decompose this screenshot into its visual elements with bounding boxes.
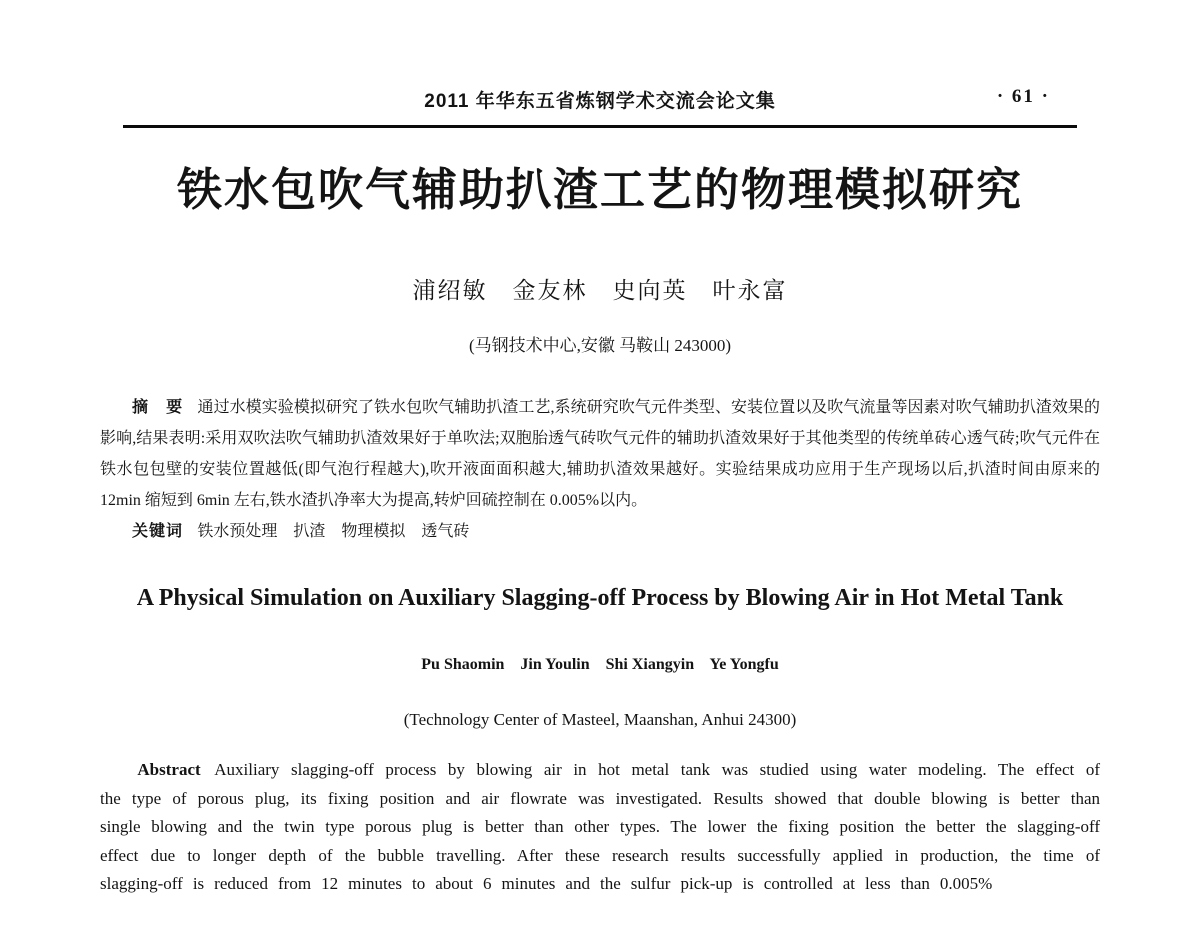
header-rule <box>123 125 1077 128</box>
abstract-label-cn: 摘 要 <box>132 399 184 417</box>
proceedings-title: 2011 年华东五省炼钢学术交流会论文集 <box>424 91 776 112</box>
page-number: · 61 · <box>996 86 1050 107</box>
abstract-label-en: Abstract <box>137 760 201 780</box>
abstract-text-cn: 通过水模实验模拟研究了铁水包吹气辅助扒渣工艺,系统研究吹气元件类型、安装位置以及吹气流量等因素对吹气辅助扒渣效果的影响,结果表明:采用双吹法吹气辅助扒渣效果好于单吹法;双胞胎透气砖吹气元件的辅助扒渣效果好于其他类型的传统单砖心透气砖;吹气元件在铁水包包壁的安装位置越低(即气泡行程越大),吹开液面面积越大,辅助扒渣效果越好。实验结果成功应用于生产现场以后,扒渣时间由原来的 12min 缩短到 6min 左右,铁水渣扒净率大为提高,转炉回硫控制在 0.005%以内。 <box>100 399 1100 510</box>
authors-en: Pu Shaomin Jin Youlin Shi Xiangyin Ye Yongfu <box>421 656 779 674</box>
keywords <box>100 516 1100 547</box>
paper-title-cn: 铁水包吹气辅助扒渣工艺的物理模拟研究 <box>176 165 1023 215</box>
abstract-text-en: Auxiliary slagging-off process by blowing air in hot metal tank was studied using water modeling. The effect of the type of porous plug, its fixing position and air flowrate was investigated. Results showed that double blowing is better than single blowing and the twin type porous plug is better than other types. The lower the fixing position the better the slagging-off effect due to longer depth of the bubble travelling. After these research results successfully applied in production, the time of slagging-off is reduced from 12 minutes to about 6 minutes and the sulfur pick-up is controlled at less than 0.005% <box>100 760 1100 894</box>
abstract-cn <box>100 392 1100 516</box>
page-header <box>128 0 1072 112</box>
affiliation-en: (Technology Center of Masteel, Maanshan, Anhui 24300) <box>403 710 797 730</box>
keywords-label: 关键词 <box>132 523 184 541</box>
paper-title-en: A Physical Simulation on Auxiliary Slagging-off Process by Blowing Air in Hot Metal Tank <box>136 585 1064 612</box>
authors-cn: 浦绍敏 金友林 史向英 叶永富 <box>412 278 788 304</box>
abstract-en <box>100 756 1100 899</box>
keywords-text: 铁水预处理 扒渣 物理模拟 透气砖 <box>197 523 470 541</box>
affiliation-cn: (马钢技术中心,安徽 马鞍山 243000) <box>468 336 732 356</box>
